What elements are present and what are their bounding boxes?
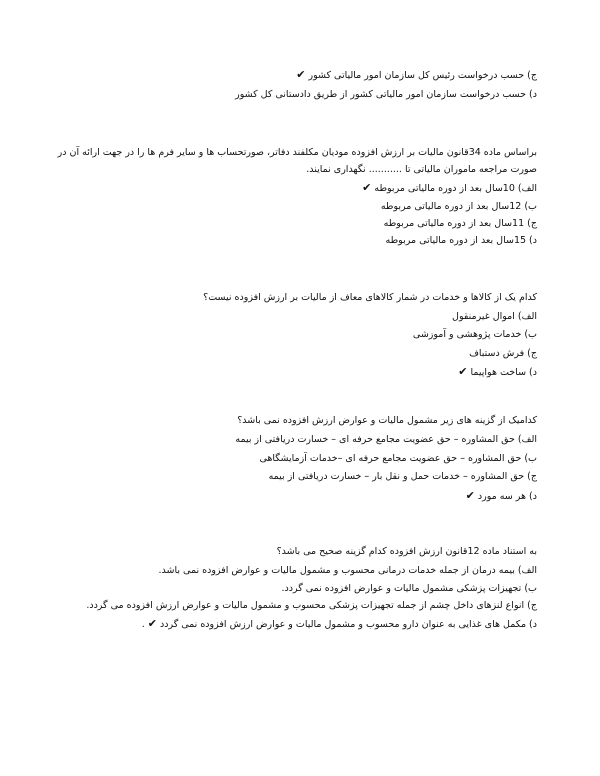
checkmark-icon: ✔ [296, 68, 306, 81]
option-text: د) حسب درخواست سازمان امور مالیاتی کشور از طریق دادستانی کل کشور [235, 88, 537, 100]
question-block-5 [47, 543, 537, 634]
option-text: ج) حسب درخواست رئیس کل سازمان امور مالیاتی کشور [308, 70, 537, 81]
option-d [47, 487, 537, 506]
option-c [47, 345, 537, 363]
option-text: ج) انواع لنزهای داخل چشم از جمله تجهیزات پزشکی محسوب و مشمول مالیات و عوارض ارزش افزوده می گردد. [86, 600, 537, 612]
option-text: ج) 11سال بعد از دوره مالیاتی مربوطه [383, 217, 537, 229]
question-block-4 [47, 412, 537, 506]
option-a [47, 308, 537, 326]
option-b [47, 580, 537, 598]
option-d [47, 86, 537, 105]
option-text: الف) 10سال بعد از دوره مالیاتی مربوطه [374, 183, 537, 195]
option-a [47, 431, 537, 449]
option-text: د) هر سه مورد [477, 490, 537, 502]
checkmark-icon: ✔ [458, 364, 468, 378]
option-text: ب) 12سال بعد از دوره مالیاتی مربوطه [380, 200, 537, 212]
option-b [47, 326, 537, 344]
option-d [47, 615, 537, 634]
option-b [47, 198, 537, 215]
option-text: د) مکمل های غذایی به عنوان دارو محسوب و مشمول مالیات و عوارض ارزش افزوده نمی گردد [160, 619, 537, 631]
option-c [47, 66, 537, 86]
option-text: ج) فرش دستباف [469, 347, 537, 359]
option-text: د) 15سال بعد از دوره مالیاتی مربوطه [385, 235, 537, 247]
checkmark-icon: ✔ [465, 488, 475, 502]
option-c [47, 597, 537, 615]
question-text: کدامیک از گزینه های زیر مشمول مالیات و عوارض ارزش افزوده نمی باشد؟ [237, 415, 537, 426]
option-a [47, 562, 537, 580]
option-suffix: . [141, 619, 145, 631]
option-text: الف) بیمه درمان از جمله خدمات درمانی محسوب و مشمول مالیات و عوارض افزوده نمی باشد. [158, 564, 537, 576]
option-text: د) ساخت هواپیما [470, 366, 537, 378]
option-d [47, 363, 537, 382]
option-b [47, 450, 537, 468]
question-block-2 [47, 144, 537, 249]
option-text: الف) حق المشاوره – حق عضویت مجامع حرفه ای – خسارت دریافتی از بیمه [235, 434, 537, 446]
option-text: ب) تجهیزات پزشکی مشمول مالیات و عوارض افزوده نمی گردد. [281, 582, 537, 594]
option-d [47, 232, 537, 249]
option-text: الف) اموال غیرمنقول [452, 311, 537, 323]
option-text: ب) حق المشاوره – حق عضویت مجامع حرفه ای –خدمات آزمایشگاهی [259, 452, 537, 464]
question-block-3 [47, 289, 537, 382]
option-c [47, 215, 537, 232]
option-a [47, 179, 537, 197]
option-c [47, 468, 537, 486]
checkmark-icon: ✔ [147, 617, 157, 631]
option-text: ج) حق المشاوره – خدمات حمل و نقل بار – خسارت دریافتی از بیمه [268, 471, 537, 483]
checkmark-icon: ✔ [362, 181, 372, 195]
question-text: براساس ماده 34قانون مالیات بر ارزش افزوده مودیان مکلفند دفاتر، صورتحساب ها و سایر فرم ها را در جهت ارائه آن در صورت مراجعه ماموران مالیاتی تا ........... نگهداری نمایند. [57, 147, 537, 176]
question-text: به استناد ماده 12قانون ارزش افزوده کدام گزینه صحیح می باشد؟ [276, 546, 537, 557]
option-text: ب) خدمات پژوهشی و آموزشی [412, 329, 537, 341]
question-text: کدام یک از کالاها و خدمات در شمار کالاهای معاف از مالیات بر ارزش افزوده نیست؟ [203, 292, 537, 303]
question-block-1 [47, 66, 537, 104]
